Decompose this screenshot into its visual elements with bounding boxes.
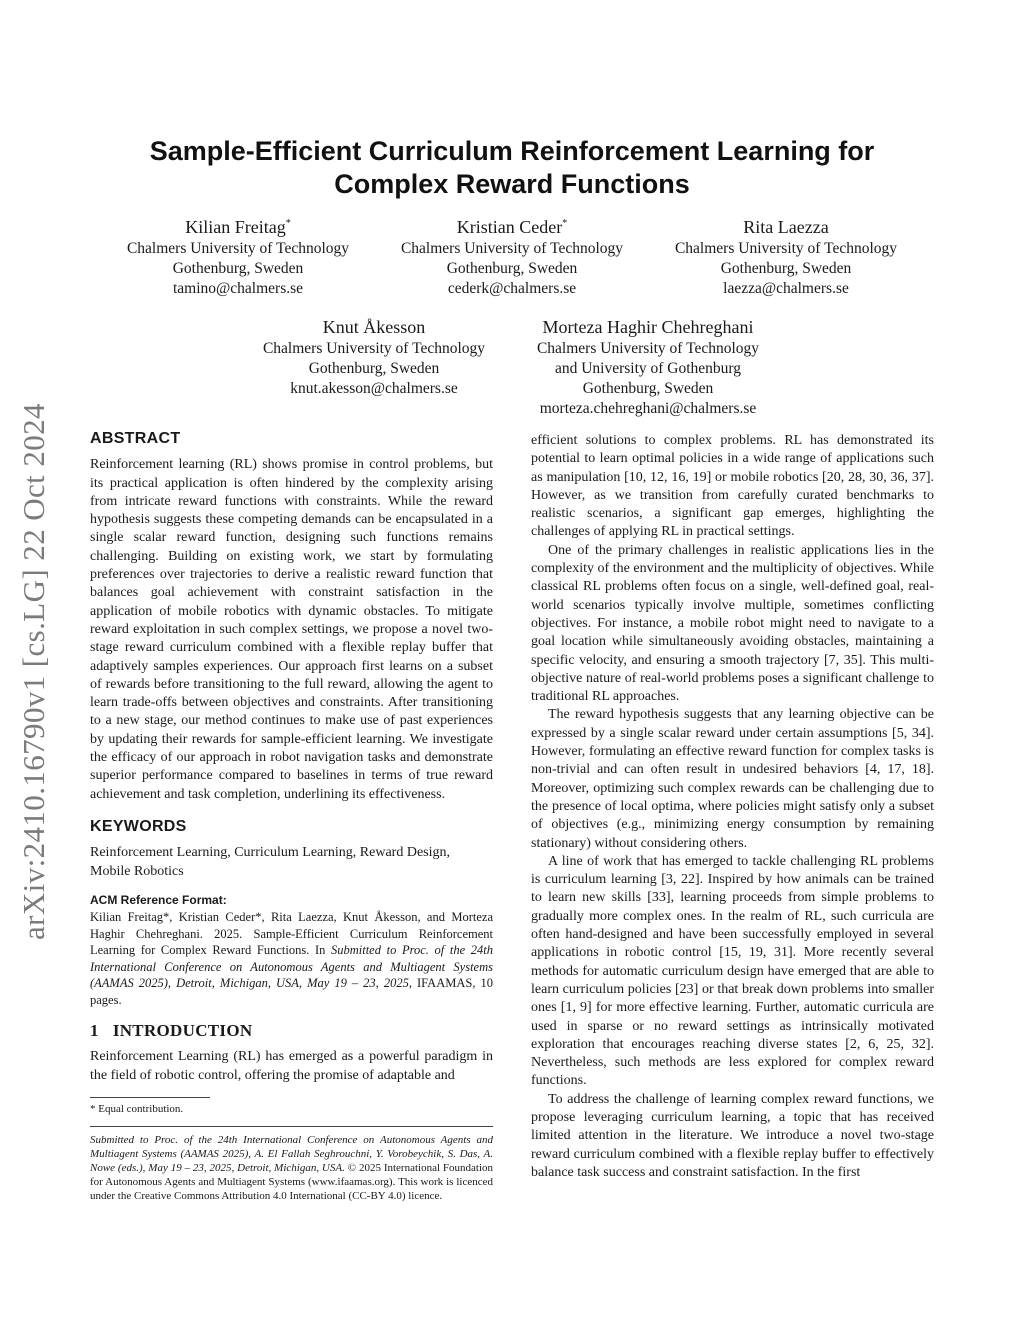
- introduction-heading: [90, 1022, 493, 1040]
- author-name: Kristian Ceder: [456, 217, 563, 237]
- acm-reference-text: [90, 909, 493, 1008]
- author-affiliation: Chalmers University of Technology: [674, 240, 898, 257]
- intro-paragraph: One of the primary challenges in realistic applications lies in the complexity of the environment and the multiplicity of objectives. While classical RL problems often focus on a single, well-defined goal, real-world scenarios typically involve multiple, sometimes conflicting objectives. For instance, a mobile robot might need to navigate to a goal location while simultaneously avoiding obstacles, maintaining a specific velocity, and ensuring a smooth trajectory [7, 35]. This multi-objective nature of real-world problems poses a significant challenge to traditional RL approaches.: [531, 542, 934, 705]
- abstract-heading: ABSTRACT: [90, 430, 181, 447]
- author-block: [510, 315, 786, 419]
- author-name: Morteza Haghir Chehreghani: [542, 317, 754, 337]
- author-name: Rita Laezza: [743, 217, 829, 237]
- acm-authors: Kilian Freitag*, Kristian Ceder*, Rita Laezza, Knut Åkesson, and Morteza Haghir Chehreghani. 2025. Sample-Efficient Curriculum Reinforcement Learning for Complex Reward Functions. In: [90, 910, 493, 958]
- equal-contribution-mark: *: [562, 218, 568, 229]
- author-block: [100, 215, 376, 299]
- author-location: Gothenburg, Sweden: [172, 260, 304, 277]
- right-column: [531, 432, 934, 1182]
- intro-paragraph: Reinforcement Learning (RL) has emerged as a powerful paradigm in the field of robotic control, offering the promise of adaptable and: [90, 1049, 493, 1083]
- intro-paragraph: To address the challenge of learning complex reward functions, we propose leveraging curriculum learning, a topic that has received limited attention in the literature. We introduce a novel two-stage reward curriculum combined with a flexible replay buffer to effectively balance task success and constraint satisfaction. In the first: [531, 1091, 934, 1180]
- section-title: INTRODUCTION: [112, 1021, 253, 1041]
- author-name: Kilian Freitag: [185, 217, 286, 237]
- acm-tail: , IFAAMAS, 10 pages.: [90, 976, 493, 1007]
- arxiv-identifier: arXiv:2410.16790v1 [cs.LG] 22 Oct 2024: [16, 403, 51, 940]
- section-number: 1: [90, 1021, 99, 1041]
- author-affiliation-secondary: and University of Gothenburg: [554, 360, 742, 377]
- author-block: [374, 215, 650, 299]
- author-email: laezza@chalmers.se: [723, 280, 849, 297]
- author-affiliation: Chalmers University of Technology: [262, 340, 486, 357]
- left-column: [90, 430, 493, 1203]
- acm-reference-heading: ACM Reference Format:: [90, 892, 227, 907]
- author-name: Knut Åkesson: [322, 317, 426, 337]
- author-location: Gothenburg, Sweden: [446, 260, 578, 277]
- equal-contribution-mark: *: [285, 218, 291, 229]
- paper-title: Sample-Efficient Curriculum Reinforcement Learning for Complex Reward Functions: [149, 136, 875, 199]
- intro-paragraph-continued: efficient solutions to complex problems. RL has demonstrated its potential to learn optimal policies in a wide range of applications such as manipulation [10, 12, 16, 19] or mobile robotics [20, 28, 30, 36, 37]. However, as we transition from carefully curated benchmarks to realistic scenarios, a significant gap emerges, highlighting the challenges of applying RL in practical settings.: [531, 433, 934, 540]
- footnote-divider: [90, 1097, 210, 1098]
- keywords-heading: KEYWORDS: [90, 817, 187, 835]
- equal-contribution-footnote: * Equal contribution.: [90, 1103, 184, 1116]
- author-affiliation: Chalmers University of Technology: [536, 340, 760, 357]
- acm-venue: Submitted to Proc. of the 24th International Conference on Autonomous Agents and Multiagent Systems (AAMAS 2025), Detroit, Michigan, USA, May 19 – 23, 2025: [90, 943, 493, 991]
- keywords-text: Reinforcement Learning, Curriculum Learning, Reward Design, Mobile Robotics: [90, 845, 450, 879]
- author-affiliation: Chalmers University of Technology: [400, 240, 624, 257]
- author-affiliation: Chalmers University of Technology: [126, 240, 350, 257]
- abstract-text: Reinforcement learning (RL) shows promise in control problems, but its practical application is often hindered by the complexity arising from intricate reward functions with constraints. While the reward hypothesis suggests these competing demands can be encapsulated in a single scalar reward function, designing such functions remains challenging. Building on existing work, we start by formulating preferences over trajectories to derive a realistic reward function that balances goal achievement with constraint satisfaction in the application of mobile robotics with dynamic obstacles. To mitigate reward exploitation in such complex settings, we propose a novel two-stage reward curriculum combined with a flexible replay buffer that adaptively samples experiences. Our approach first learns on a subset of rewards before transitioning to the full reward, allowing the agent to learn trade-offs between objectives and constraints. After transitioning to a new stage, our method continues to make use of past experiences by updating their rewards for sample-efficient learning. We investigate the efficacy of our approach in robot navigation tasks and demonstrate superior performance compared to baselines in terms of true reward achievement and task completion, underlining its effectiveness.: [90, 457, 493, 802]
- author-location: Gothenburg, Sweden: [582, 380, 714, 397]
- author-block: [648, 215, 924, 299]
- venue-note-plain: © 2025 International Foundation for Autonomous Agents and Multiagent Systems (www.ifaamas.org). This work is licenced under the Creative Commons Attribution 4.0 International (CC-BY 4.0) licence.: [90, 1162, 494, 1203]
- author-email: tamino@chalmers.se: [172, 280, 304, 297]
- author-email: cederk@chalmers.se: [447, 280, 577, 297]
- intro-paragraph: A line of work that has emerged to tackle challenging RL problems is curriculum learning [3, 22]. Inspired by how animals can be trained to learn new skills [33], learning proceeds from simple problems to gradually more complex ones. In the realm of RL, such curricula are often hand-designed and have been successfully employed in several applications in robotic control [15, 19, 31]. More recently several methods for automatic curriculum design have emerged that are able to learn curriculum policies [23] or that break down problems into smaller ones [1, 9] for more effective learning. Further, automatic curricula are used in sparse or no reward settings as intrinsically motivated exploration that encourages reaching diverse states [2, 6, 25, 32]. Nevertheless, such methods are less explored for complex reward functions.: [531, 853, 934, 1089]
- author-location: Gothenburg, Sweden: [720, 260, 852, 277]
- venue-note: [90, 1133, 493, 1203]
- author-email: knut.akesson@chalmers.se: [290, 380, 458, 397]
- intro-paragraph: The reward hypothesis suggests that any learning objective can be expressed by a single scalar reward under certain assumptions [5, 34]. However, formulating an effective reward function for complex tasks is non-trivial and can often result in undesired behaviors [4, 17, 18]. Moreover, optimizing such complex rewards can be challenging due to the presence of local optima, where policies might satisfy only a subset of objectives (e.g., minimizing energy consumption by remaining stationary) without considering others.: [531, 707, 934, 851]
- author-location: Gothenburg, Sweden: [308, 360, 440, 377]
- venue-note-italic: Submitted to Proc. of the 24th International Conference on Autonomous Agents and Multiagent Systems (AAMAS 2025), A. El Fallah Seghrouchni, Y. Vorobeychik, S. Das, A. Nowe (eds.), May 19 – 23, 2025, Detroit, Michigan, USA.: [90, 1134, 493, 1175]
- venue-divider: [90, 1126, 493, 1127]
- author-block: [236, 315, 512, 399]
- author-email: morteza.chehreghani@chalmers.se: [539, 400, 757, 417]
